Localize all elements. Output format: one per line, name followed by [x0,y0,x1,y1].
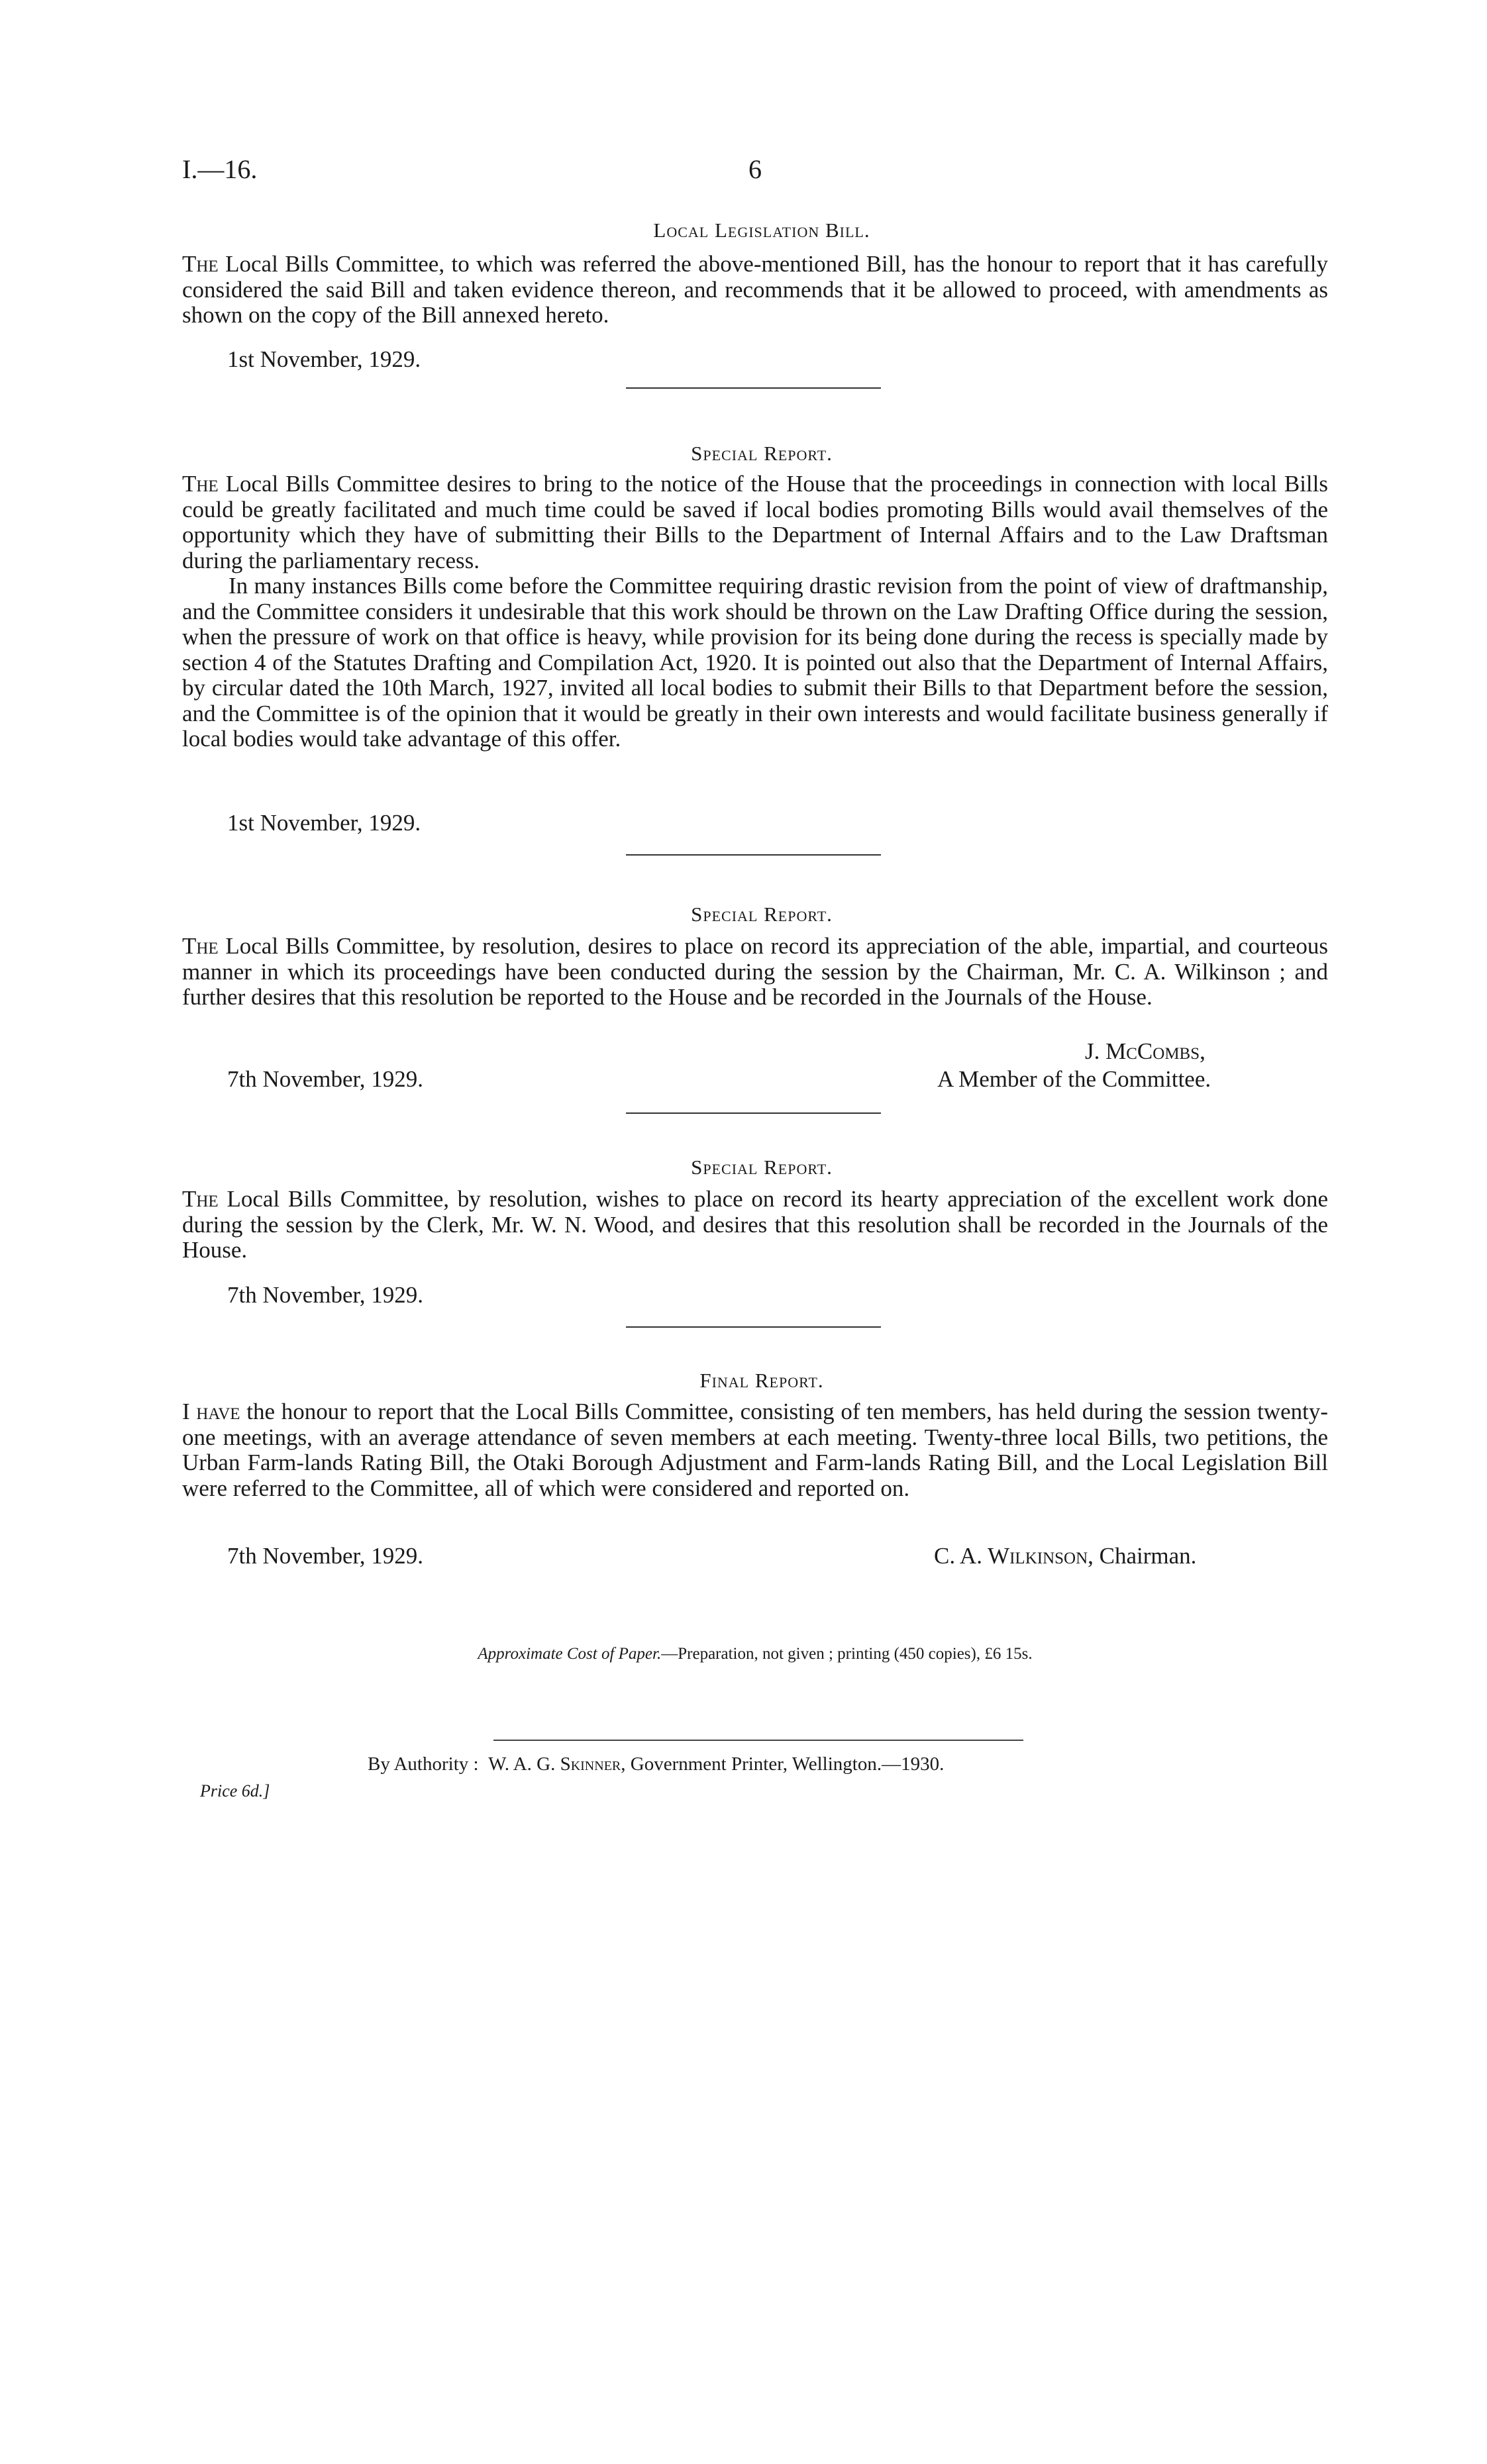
section-title-special-report-2: Special Report. [691,903,833,926]
divider-rule [626,1326,881,1328]
section-date: 7th November, 1929. [227,1066,424,1092]
section-body-special-report-1-paragraph-2: In many instances Bills come before the Committee requiring drastic revision from the point of view of draftmanship, and the Committee considers it undesirable that this work should be thrown on the Law Drafting Office during the session, when the pressure of work on that office is heavy, while provision for its being done during the recess is specially made by section 4 of the Statutes Drafting and Compilation Act, 1920. It is pointed out also that the Department of Internal Affairs, by circular dated the 10th March, 1927, invited all local bodies to submit their Bills to that Department before the session, and the Committee is of the opinion that it would be greatly in their own interests and would facilitate business generally if local bodies would take advantage of this offer. [182,573,1328,752]
section-body-special-report-2: The Local Bills Committee, by resolution, desires to place on record its appreciation of the able, impartial, and courteous manner in which its proceedings have been conducted during the session by the Chairman, Mr. C. A. Wilkinson ; and further desires that this resolution be reported to the House and be recorded in the Journals of the House. [182,933,1328,1010]
section-title-final-report: Final Report. [699,1369,824,1392]
section-body-final-report: I have the honour to report that the Local Bills Committee, consisting of ten members, has held during the session twenty-one meetings, with an average attendance of seven members at each meeting. Twenty-three local Bills, two petitions, the Urban Farm-lands Rating Bill, the Otaki Borough Adjustment and Farm-lands Rating Bill, and the Local Legislation Bill were referred to the Committee, all of which were considered and reported on. [182,1399,1328,1501]
section-date: 7th November, 1929. [227,1282,424,1308]
divider-rule [626,387,881,389]
section-title-local-legislation-bill: Local Legislation Bill. [653,219,870,242]
section-date: 1st November, 1929. [227,346,421,372]
page-header [182,154,1341,193]
cost-of-paper: Approximate Cost of Paper.—Preparation, not given ; printing (450 copies), £6 15s. [478,1645,1033,1663]
signature-name: J. McCombs, [1085,1038,1205,1064]
paper-reference: I.—16. [182,154,258,184]
signature-chairman: C. A. Wilkinson, Chairman. [934,1543,1197,1569]
signature-role: A Member of the Committee. [937,1066,1211,1092]
section-date: 1st November, 1929. [227,810,421,836]
printer-authority: By Authority : W. A. G. Skinner, Government Printer, Wellington.—1930. [368,1753,945,1775]
section-body-local-legislation-bill: The Local Bills Committee, to which was referred the above-mentioned Bill, has the honour to report that it has carefully considered the said Bill and taken evidence thereon, and recommends that it be allowed to proceed, with amendments as shown on the copy of the Bill annexed hereto. [182,251,1328,328]
section-title-special-report-1: Special Report. [691,442,833,465]
section-body-special-report-3: The Local Bills Committee, by resolution, wishes to place on record its hearty appreciation of the excellent work done during the session by the Clerk, Mr. W. N. Wood, and desires that this resolution shall be recorded in the Journals of the House. [182,1186,1328,1263]
divider-rule [626,1112,881,1114]
price-label: Price 6d.] [200,1781,270,1800]
footer-rule [493,1740,1023,1741]
divider-rule [626,854,881,856]
section-body-special-report-1: The Local Bills Committee desires to bring to the notice of the House that the proceedings in connection with local Bills could be greatly facilitated and much time could be saved if local bodies promoting Bills would avail themselves of the opportunity which they have of submitting their Bills to the Department of Internal Affairs and to the Law Draftsman during the parliamentary recess. [182,471,1328,573]
section-title-special-report-3: Special Report. [691,1156,833,1179]
section-date: 7th November, 1929. [227,1543,424,1569]
page-number: 6 [748,154,762,184]
